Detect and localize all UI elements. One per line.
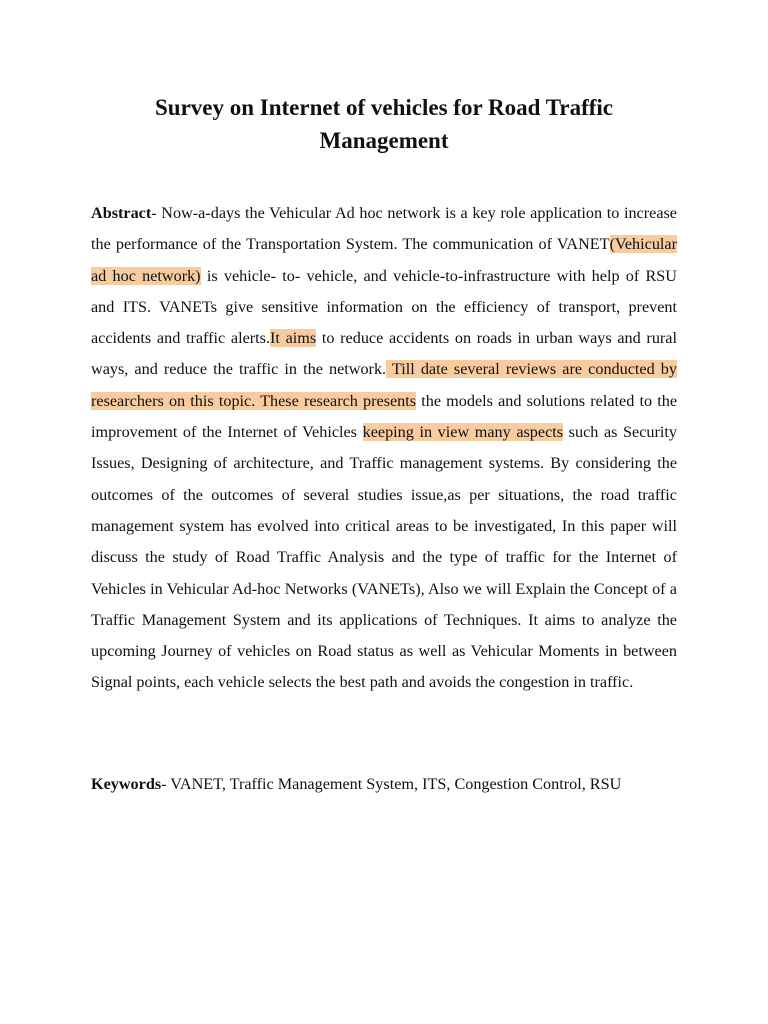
keywords-text: - VANET, Traffic Management System, ITS, Congestion Control, RSU bbox=[161, 775, 622, 793]
abstract-text: such as Security Issues, Designing of architecture, and Traffic management systems. By considering the outcomes of the outcomes of several studies issue,as per situations, the road traffic management system has evolved into critical areas to be investigated, In this paper will discuss the study of Road Traffic Analysis and the type of traffic for the Internet of Vehicles in Vehicular Ad-hoc Networks (VANETs), Also we will Explain the Concept of a Traffic Management System and its applications of Techniques. It aims to analyze the upcoming Journey of vehicles on Road status as well as Vehicular Moments in between Signal points, each vehicle selects the best path and avoids the congestion in traffic. bbox=[91, 423, 677, 692]
highlighted-text: Till date several reviews are conducted by researchers on this topic. These research presents bbox=[91, 360, 677, 410]
highlighted-text: It aims bbox=[270, 329, 317, 348]
abstract-text: - Now-a-days the Vehicular Ad hoc network is a key role application to increase the performance of the Transportation System. The communication of VANET bbox=[91, 204, 677, 254]
keywords-line bbox=[91, 770, 731, 798]
keywords-label: Keywords bbox=[91, 775, 162, 793]
abstract-text: the models and solutions related to the improvement of the Internet of Vehicles bbox=[91, 391, 677, 442]
highlighted-text: keeping in view many aspects bbox=[362, 423, 564, 442]
paper-title bbox=[84, 91, 684, 157]
abstract-paragraph bbox=[91, 198, 677, 699]
paper-title-line-2: Management bbox=[319, 128, 449, 153]
highlighted-text: (Vehicular ad hoc network) bbox=[91, 235, 677, 285]
abstract-text: to reduce accidents on roads in urban ways and rural ways, and reduce the traffic in the network. bbox=[91, 329, 677, 379]
abstract-text: is vehicle- to- vehicle, and vehicle-to-infrastructure with help of RSU and ITS. VANETs give sensitive information on the efficiency of transport, prevent accidents and traffic alerts. bbox=[91, 266, 677, 348]
paper-title-line-1: Survey on Internet of vehicles for Road Traffic bbox=[154, 95, 614, 120]
abstract-label: Abstract bbox=[91, 204, 152, 222]
